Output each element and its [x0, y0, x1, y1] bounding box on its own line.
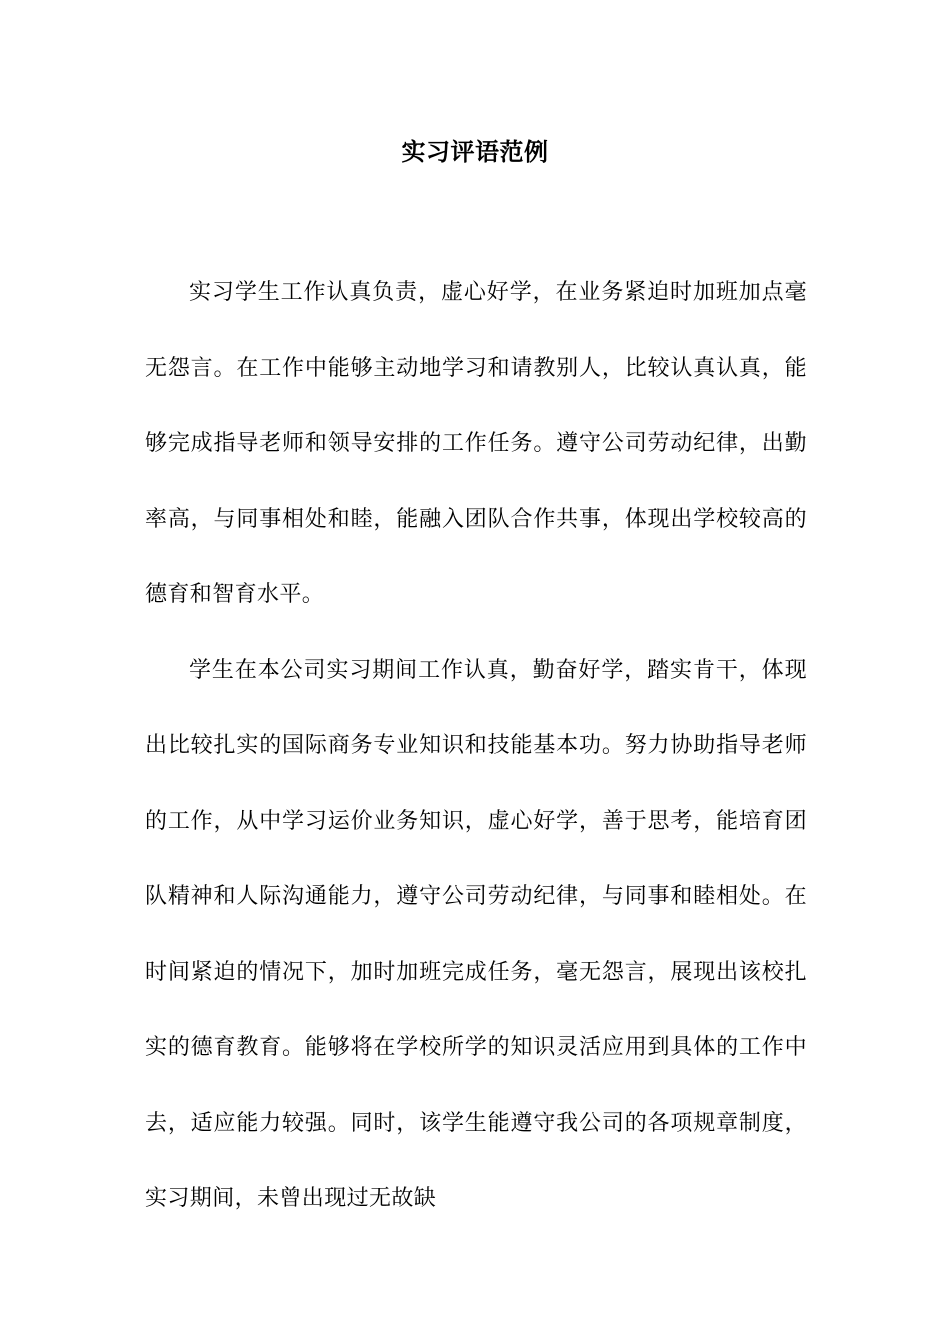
paragraph-1: 实习学生工作认真负责，虚心好学，在业务紧迫时加班加点毫无怨言。在工作中能够主动地学习和请教别人，比较认真认真，能够完成指导老师和领导安排的工作任务。遵守公司劳动纪律，出勤率高，与同事相处和睦，能融入团队合作共事，体现出学校较高的德育和智育水平。: [145, 280, 807, 607]
paragraph-2: 学生在本公司实习期间工作认真，勤奋好学，踏实肯干，体现出比较扎实的国际商务专业知识和技能基本功。努力协助指导老师的工作，从中学习运价业务知识，虚心好学，善于思考，能培育团队精神和人际沟通能力，遵守公司劳动纪律，与同事和睦相处。在时间紧迫的情况下，加时加班完成任务，毫无怨言，展现出该校扎实的德育教育。能够将在学校所学的知识灵活应用到具体的工作中去，适应能力较强。同时，该学生能遵守我公司的各项规章制度，实习期间，未曾出现过无故缺: [145, 657, 807, 1211]
document-body: [145, 255, 807, 1237]
document-title: 实习评语范例: [401, 137, 549, 166]
